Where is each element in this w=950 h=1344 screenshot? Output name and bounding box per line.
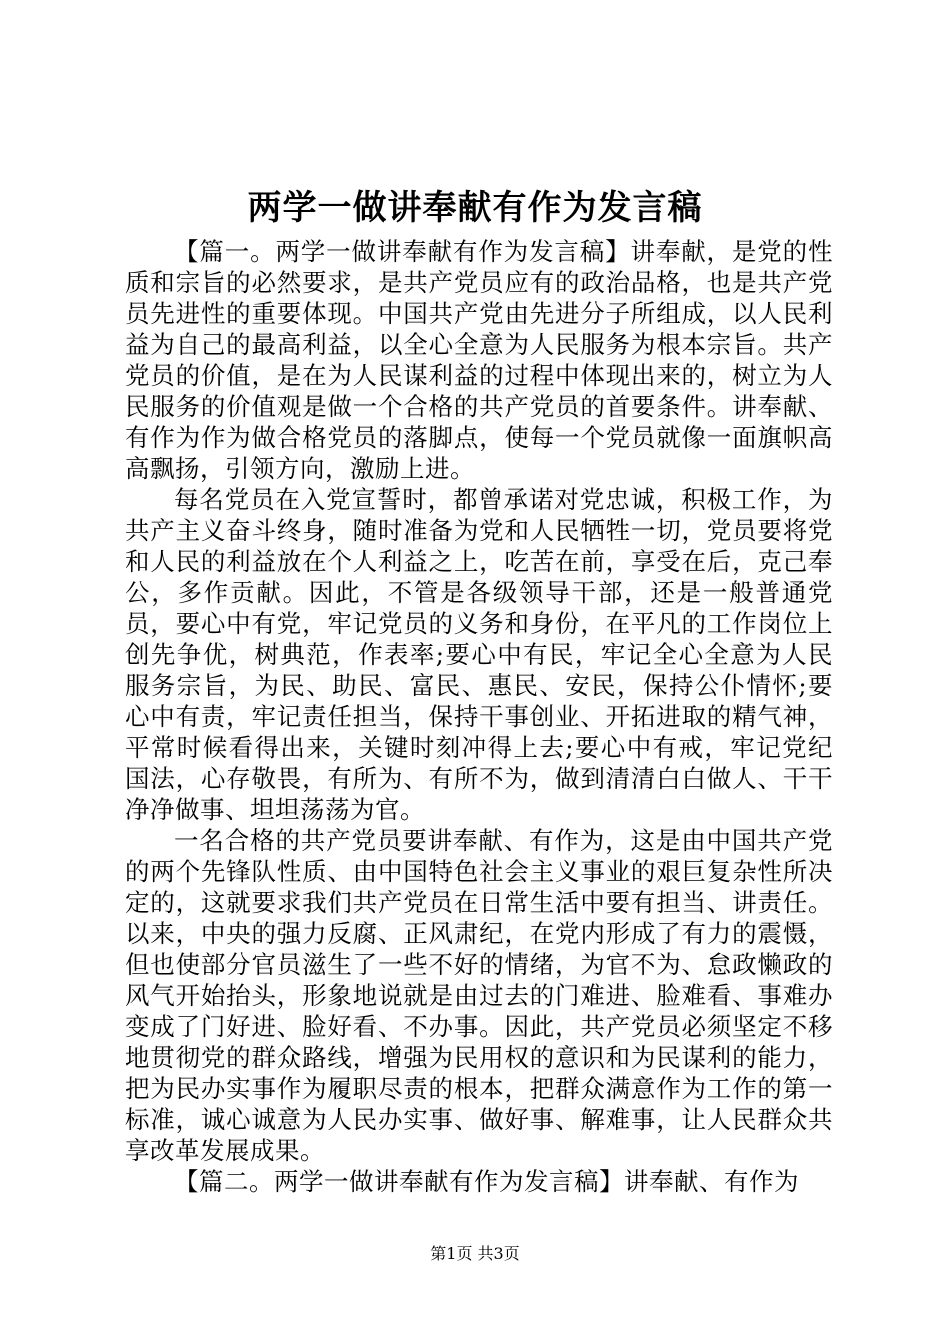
- paragraph-1: 【篇一。两学一做讲奉献有作为发言稿】讲奉献，是党的性质和宗旨的必然要求，是共产党员应有的政治品格，也是共产党员先进性的重要体现。中国共产党由先进分子所组成，以人民利益为自己的最高利益，以全心全意为人民服务为根本宗旨。共产党员的价值，是在为人民谋利益的过程中体现出来的，树立为人民服务的价值观是做一个合格的共产党员的首要条件。讲奉献、有作为作为做合格党员的落脚点，使每一个党员就像一面旗帜高高飘扬，引领方向，激励上进。: [125, 237, 833, 483]
- document-body: [125, 236, 833, 1197]
- page-number-indicator: 第1页 共3页: [430, 1244, 520, 1263]
- paragraph-4: 【篇二。两学一做讲奉献有作为发言稿】讲奉献、有作为: [174, 1167, 799, 1196]
- page-footer: [0, 1244, 950, 1264]
- document-title: 两学一做讲奉献有作为发言稿: [247, 188, 703, 228]
- paragraph-3: 一名合格的共产党员要讲奉献、有作为，这是由中国共产党的两个先锋队性质、由中国特色社会主义事业的艰巨复杂性所决定的，这就要求我们共产党员在日常生活中要有担当、讲责任。以来，中央的强力反腐、正风肃纪，在党内形成了有力的震慑，但也使部分官员滋生了一些不好的情绪，为官不为、怠政懒政的风气开始抬头，形象地说就是由过去的门难进、脸难看、事难办变成了门好进、脸好看、不办事。因此，共产党员必须坚定不移地贯彻党的群众路线，增强为民用权的意识和为民谋利的能力，把为民办实事作为履职尽责的根本，把群众满意作为工作的第一标准，诚心诚意为人民办实事、做好事、解难事，让人民群众共享改革发展成果。: [125, 826, 833, 1165]
- paragraph-2: 每名党员在入党宣誓时，都曾承诺对党忠诚，积极工作，为共产主义奋斗终身，随时准备为党和人民牺牲一切，党员要将党和人民的利益放在个人利益之上，吃苦在前，享受在后，克己奉公，多作贡献。因此，不管是各级领导干部，还是一般普通党员，要心中有党，牢记党员的义务和身份，在平凡的工作岗位上创先争优，树典范，作表率;要心中有民，牢记全心全意为人民服务宗旨，为民、助民、富民、惠民、安民，保持公仆情怀;要心中有责，牢记责任担当，保持干事创业、开拓进取的精气神，平常时候看得出来，关键时刻冲得上去;要心中有戒，牢记党纪国法，心存敬畏，有所为、有所不为，做到清清白白做人、干干净净做事、坦坦荡荡为官。: [125, 485, 833, 824]
